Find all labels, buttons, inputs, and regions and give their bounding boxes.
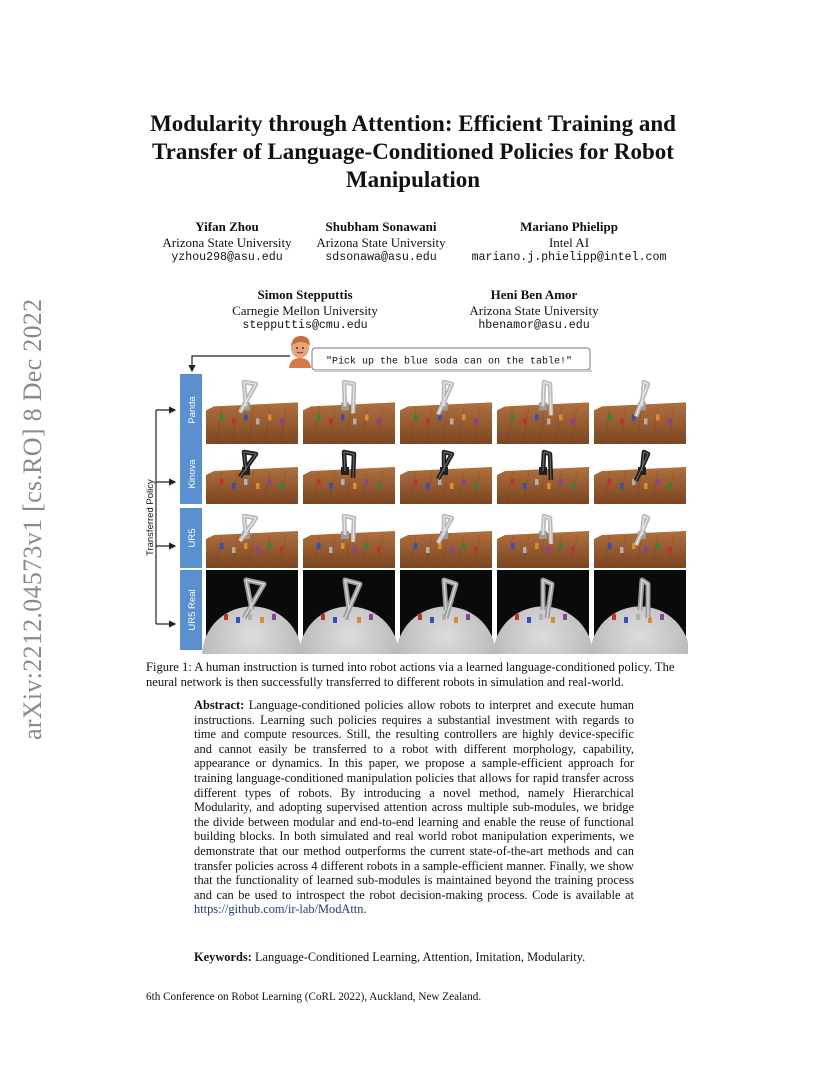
robot-frame (594, 374, 686, 446)
conference-footer: 6th Conference on Robot Learning (CoRL 2022), Auckland, New Zealand. (146, 991, 482, 1003)
row-label: Panda (187, 396, 198, 424)
robot-frame (299, 570, 399, 654)
robot-frame (497, 444, 589, 504)
instruction-text: "Pick up the blue soda can on the table!" (326, 356, 573, 368)
author-affiliation: Arizona State University (469, 302, 599, 318)
author-affiliation: Intel AI (548, 234, 590, 250)
code-link[interactable]: https://github.com/ir-lab/ModAttn (194, 902, 364, 917)
row-label: UR5 (187, 528, 198, 548)
robot-frame (493, 570, 593, 654)
transferred-policy-label: Transferred Policy (145, 479, 156, 556)
robot-frame (303, 374, 395, 446)
row-label: UR5 Real (187, 589, 198, 631)
figure-caption: Figure 1: A human instruction is turned into robot actions via a learned language-conditioned policy. The neural network is then successfully transferred to different robots in simulation and real-world. (146, 660, 675, 689)
author-affiliation: Arizona State University (162, 234, 292, 250)
robot-rows (180, 374, 688, 654)
abstract (194, 698, 634, 917)
robot-frame (303, 444, 395, 504)
figure-1 (140, 334, 688, 654)
author-block (220, 287, 390, 334)
author-email: sdsonawa@asu.edu (325, 251, 437, 264)
author-name: Yifan Zhou (195, 219, 259, 234)
robot-frame (303, 508, 395, 568)
robot-frame (594, 508, 686, 568)
robot-frame (497, 374, 589, 446)
robot-frame (202, 570, 302, 654)
robot-row (180, 570, 688, 654)
paper-title: Modularity through Attention: Efficient Training and Transfer of Language-Conditioned Policies for Robot Manipulation (150, 111, 676, 192)
author-affiliation: Carnegie Mellon University (232, 302, 378, 318)
keywords-text: Language-Conditioned Learning, Attention, Imitation, Modularity. (254, 950, 586, 964)
author-email: mariano.j.phielipp@intel.com (471, 251, 667, 264)
robot-frame (400, 374, 492, 446)
author-affiliation: Arizona State University (316, 234, 446, 250)
robot-frame (400, 508, 492, 568)
author-name: Mariano Phielipp (520, 219, 618, 234)
robot-frame (206, 374, 298, 446)
robot-frame (590, 570, 688, 654)
robot-frame (497, 508, 589, 568)
robot-frame (206, 444, 298, 504)
author-name: Simon Stepputtis (257, 287, 353, 302)
figure-graphic (140, 334, 688, 654)
abstract-text: Language-conditioned policies allow robots to interpret and execute human instructions. Learning such policies requires a substantial investment with regards to time and compute resources. Still, the resulting controllers are highly device-specific and cannot easily be transferred to a robot with different morphology, capability, appearance or dynamics. In this paper, we propose a sample-efficient approach for training language-conditioned manipulation policies that allows for rapid transfer across different types of robots. By introducing a novel method, namely Hierarchical Modularity, and adopting supervised attention across multiple sub-modules, we bridge the divide between modular and end-to-end learning and enable the reuse of functional building blocks. In both simulated and real world robot manipulation experiments, we demonstrate that our method outperforms the current state-of-the-art methods and can transfer policies across 4 different robots in a sample-efficient manner. Finally, we show that the functionality of learned sub-modules is maintained beyond the training process and can be used to introspect the robot decision-making process. Code is available at (194, 698, 634, 902)
robot-frame (396, 570, 496, 654)
human-avatar-icon (289, 336, 311, 368)
author-email: hbenamor@asu.edu (478, 319, 590, 332)
robot-row (180, 374, 686, 446)
keywords-label: Keywords: (194, 950, 252, 964)
robot-row (180, 508, 686, 568)
arxiv-identifier: arXiv:2212.04573v1 [cs.RO] 8 Dec 2022 (18, 298, 47, 740)
row-label: Kinova (187, 459, 198, 489)
instruction-bubble (312, 348, 592, 372)
author-email: yzhou298@asu.edu (171, 251, 283, 264)
keywords (194, 950, 634, 965)
robot-row (180, 444, 686, 504)
abstract-end: . (363, 902, 367, 917)
author-block (150, 219, 304, 266)
robot-frame (206, 508, 298, 568)
robot-frame (594, 444, 686, 504)
author-email: stepputtis@cmu.edu (242, 319, 368, 332)
author-name: Shubham Sonawani (325, 219, 437, 234)
author-block (462, 219, 676, 266)
author-block (304, 219, 458, 266)
author-name: Heni Ben Amor (490, 287, 578, 302)
author-block (452, 287, 616, 334)
abstract-label: Abstract: (194, 698, 245, 712)
robot-frame (400, 444, 492, 504)
